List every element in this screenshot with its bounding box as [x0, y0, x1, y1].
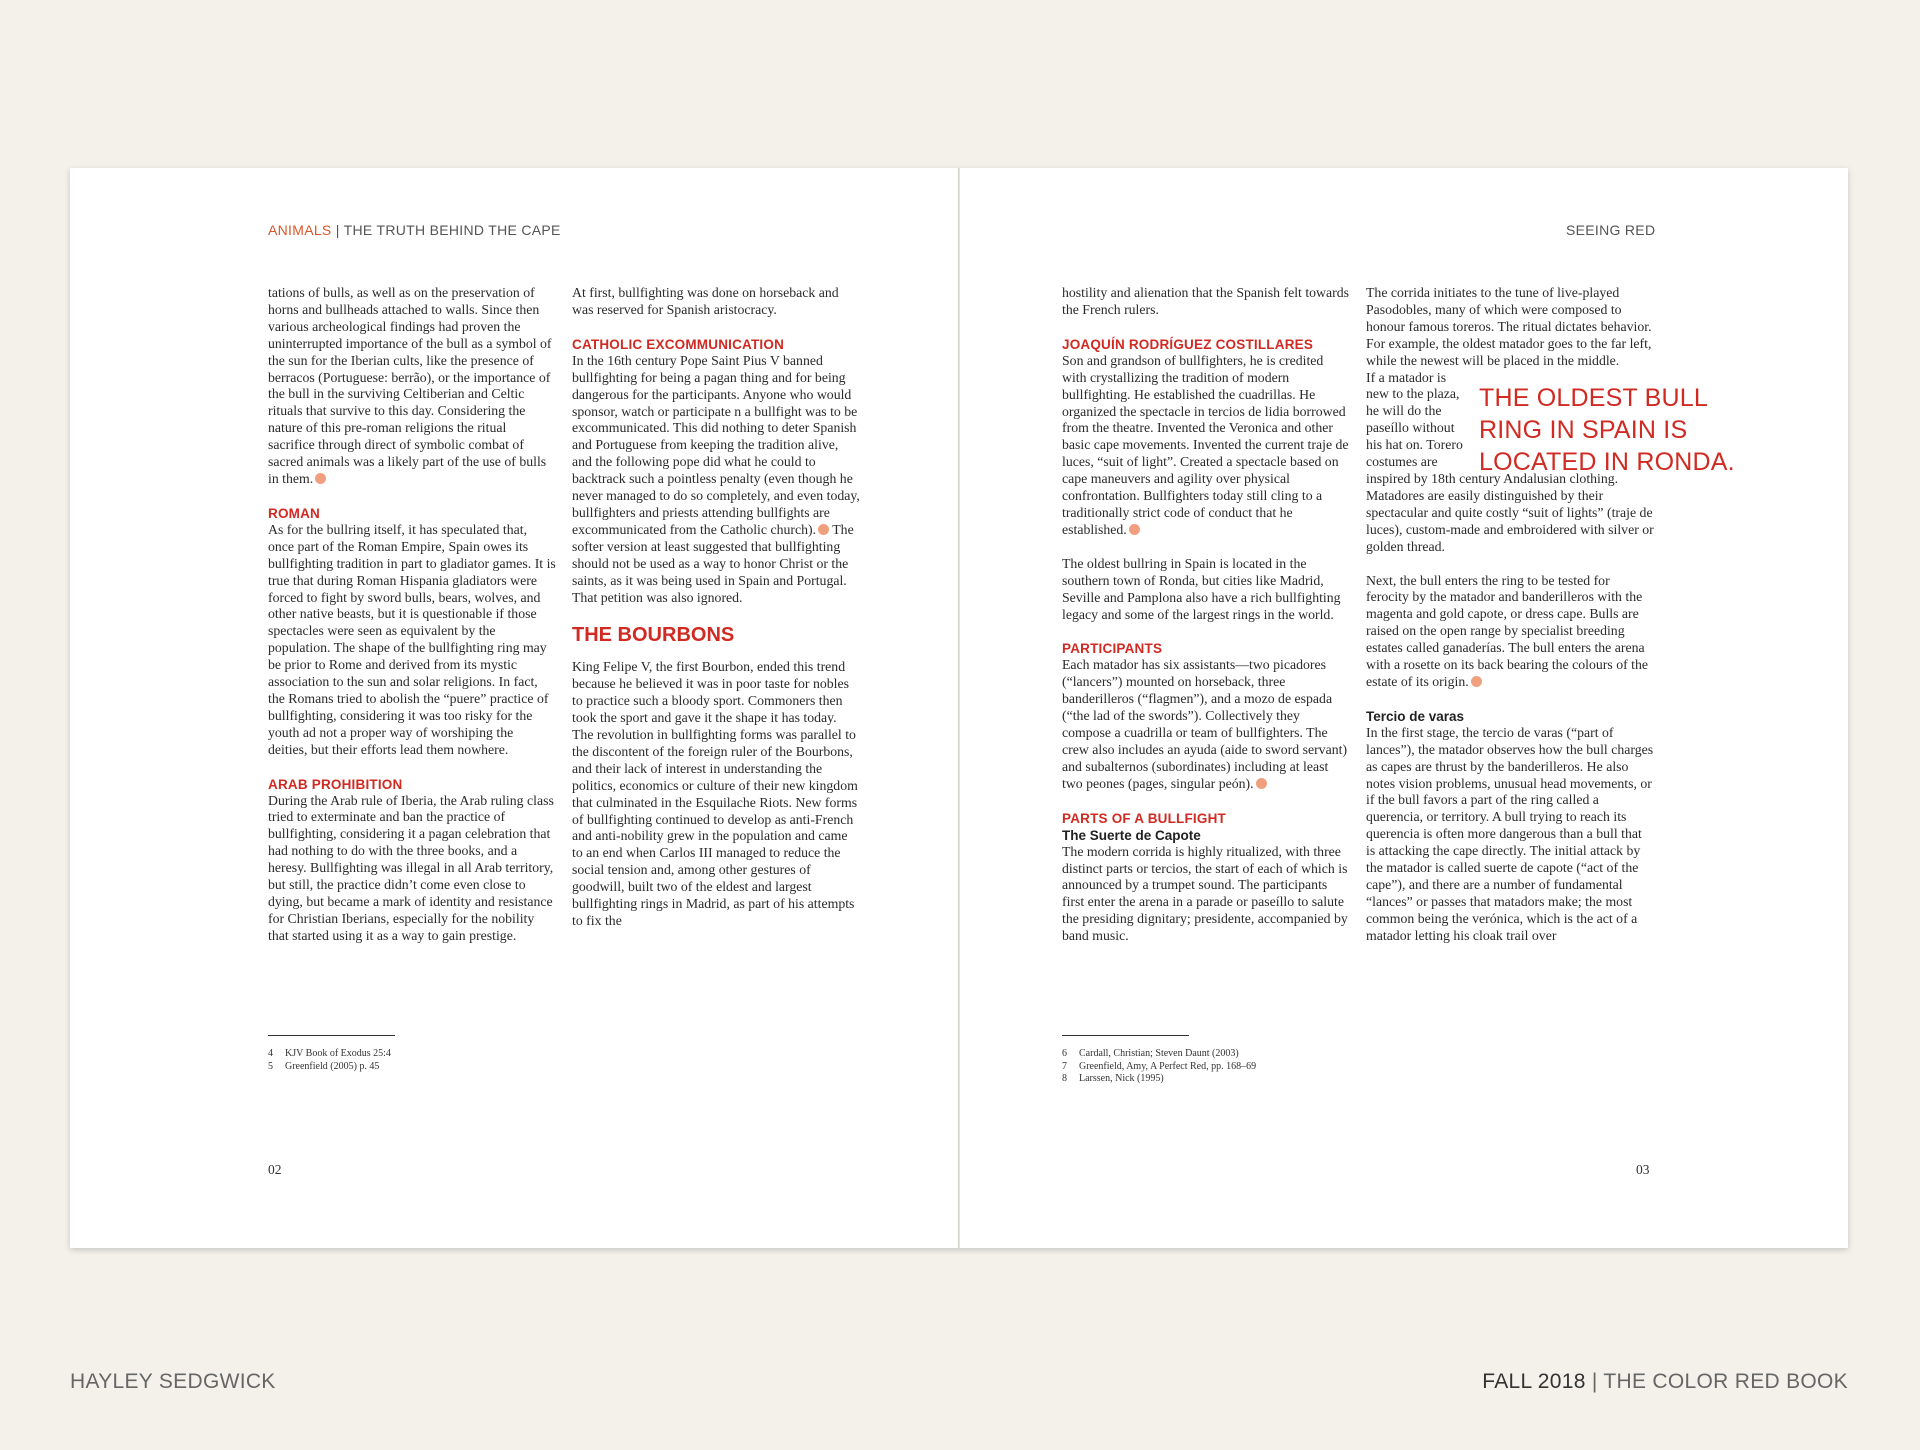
- running-head-title: THE TRUTH BEHIND THE CAPE: [343, 222, 561, 238]
- paragraph: [1366, 573, 1654, 691]
- left-column-1: [268, 285, 556, 962]
- paragraph-text: In the 16th century Pope Saint Pius V banned bullfighting for being a pagan thing and for being dangerous for the participants. Anyone who would sponsor, watch or participate n a bullfight was to be excommunicated. This did nothing to deter Spanish and Portuguese from keeping the tradition alive, and the following pope did what he could to backtrack such a pointless penalty (even though he never managed to do so completely, and even today, bullfighters and priests attending bullfights are excommunicated from the Catholic church).: [572, 352, 860, 537]
- project-credit: [1482, 1370, 1848, 1394]
- subheading-tercio-de-varas: Tercio de varas: [1366, 708, 1465, 724]
- right-footnotes: [1062, 1048, 1256, 1086]
- project-separator: |: [1585, 1370, 1604, 1393]
- running-head-section: ANIMALS: [268, 222, 332, 238]
- paragraph-text: The softer version at least suggested that bullfighting should not be used as a way to honor Christ or the saints, as it was being used in Spain and Portugal. That petition was also ignored.: [572, 521, 854, 605]
- footnote-ref-dot: [1129, 524, 1140, 535]
- running-head-separator: |: [331, 222, 344, 238]
- section-heading-roman: ROMAN: [268, 505, 320, 521]
- paragraph: The modern corrida is highly ritualized, with three distinct parts or tercios, the start of each of which is announced by a trumpet sound. The participants first enter the arena in a parade or paseíllo to salute the presiding dignitary; presidente, accompanied by band music.: [1062, 843, 1348, 944]
- paragraph-text: Son and grandson of bullfighters, he is credited with crystallizing the tradition of modern bullfighting. He established the cuadrillas. He organized the spectacle in tercios de lidia borrowed from the theatre. Invented the Veronica and other basic cape movements. Invented the current traje de luces, “suit of light”. Created a spectacle based on cape maneuvers and agility over physical confrontation. Bullfighters today still cling to a traditionally strict code of conduct that he established.: [1062, 352, 1349, 537]
- paragraph-text: Next, the bull enters the ring to be tested for ferocity by the matador and banderilleros with the magenta and gold capote, or dress cape. Bulls are raised on the open range by specialist breeding estates called ganaderías. The bull enters the arena with a rosette on its back bearing the colours of the estate of its origin.: [1366, 572, 1648, 689]
- paragraph: [1062, 353, 1350, 539]
- paragraph: inspired by 18th century Andalusian clothing. Matadores are easily distinguished by their spectacular and quite costly “suit of lights” (traje de luces), custom-made and embroidered with silver or golden thread.: [1366, 470, 1654, 554]
- page-number-left: 02: [268, 1162, 282, 1177]
- footnote-item: 7 Greenfield, Amy, A Perfect Red, pp. 168–69: [1062, 1060, 1257, 1072]
- paragraph-text: tations of bulls, as well as on the preservation of horns and bullheads attached to walls. Since then various archeological findings had proven the uninterrupted importance of the bull as a symbol of the sun for the Iberian cults, like the presence of berracos (Portuguese: berrão), or the importance of the bull in the surviving Celtiberian and Celtic rituals that survive to this day. Considering the nature of this pre-roman religions the ritual sacrifice through direct of symbolic combat of sacred animals was a likely part of the use of bulls in them.: [268, 285, 552, 486]
- paragraph: [1062, 657, 1350, 792]
- paragraph: The oldest bullring in Spain is located in the southern town of Ronda, but cities like Madrid, Seville and Pamplona also have a rich bullfighting legacy and some of the largest rings in the world.: [1062, 555, 1341, 622]
- paragraph: The corrida initiates to the tune of live-played Pasodobles, many of which were composed to honour famous toreros. The ritual dictates behavior. For example, the oldest matador goes to the far left, while the newest will be placed in the middle.: [1366, 285, 1652, 368]
- paragraph: [268, 285, 556, 488]
- book-gutter: [958, 168, 960, 1248]
- page-number-right: 03: [1636, 1162, 1650, 1177]
- right-column-1: [1062, 285, 1350, 962]
- right-running-head: SEEING RED: [1566, 222, 1656, 238]
- section-heading-parts-of-a-bullfight: PARTS OF A BULLFIGHT: [1062, 810, 1226, 826]
- paragraph: At first, bullfighting was done on horseback and was reserved for Spanish aristocracy.: [572, 285, 839, 317]
- pull-quote: THE OLDEST BULL RING IN SPAIN IS LOCATED IN RONDA.: [1479, 384, 1735, 476]
- section-heading-catholic-excommunication: CATHOLIC EXCOMMUNICATION: [572, 336, 785, 352]
- section-heading-the-bourbons: THE BOURBONS: [572, 624, 735, 647]
- footnote-item: 8 Larssen, Nick (1995): [1062, 1073, 1164, 1084]
- author-credit: HAYLEY SEDGWICK: [70, 1370, 276, 1393]
- project-title: THE COLOR RED BOOK: [1603, 1370, 1848, 1393]
- footnote-ref-dot: [1256, 778, 1267, 789]
- project-term: FALL 2018: [1482, 1370, 1586, 1393]
- left-footnotes: [268, 1048, 391, 1073]
- paragraph-text: Each matador has six assistants—two picadores (“lancers”) mounted on horseback, three banderilleros (“flagmen”), and a mozo de espada (“the lad of the swords”). Collectively they compose a cuadrilla or team of bullfighters. The crew also includes an ayuda (aide to sword servant) and subalternos (subordinates) including at least two peones (pages, singular peón).: [1062, 657, 1348, 791]
- subheading-suerte-de-capote: The Suerte de Capote: [1062, 827, 1201, 843]
- footnote-item: 4 KJV Book of Exodus 25:4: [268, 1048, 391, 1059]
- paragraph: [572, 353, 860, 607]
- footnote-ref-dot: [818, 524, 829, 535]
- paragraph: During the Arab rule of Iberia, the Arab ruling class tried to exterminate and ban the practice of bullfighting, considering it a pagan celebration that had nothing to do with the three books, and a heresy. Bullfighting was illegal in all Arab territory, but still, the practice didn’t come even close to dying, but became a mark of identity and resistance for Christian Iberians, especially for the nobility that started using it as a way to gain prestige.: [268, 792, 554, 943]
- footnote-rule: [268, 1035, 395, 1036]
- paragraph-wrapped-text: If a matador is new to the plaza, he will do the paseíllo without his hat on. Torero costumes are: [1366, 369, 1463, 470]
- footnote-ref-dot: [315, 473, 326, 484]
- paragraph: King Felipe V, the first Bourbon, ended this trend because he believed it was in poor taste for nobles to practice such a bloody sport. Commoners then took the sport and gave it the shape it has today. The revolution in bullfighting forms was parallel to the discontent of the foreign ruler of the Bourbons, and their lack of interest in understanding the politics, economics or culture of their new kingdom that culminated in the Esquilache Riots. New forms of bullfighting continued to develop as anti-French and anti-nobility grew in the population and came to an end when Carlos III managed to reduce the social tension and, among other gestures of goodwill, built two of the eldest and largest bullfighting rings in Madrid, as part of his attempts to fix the: [572, 659, 858, 928]
- paragraph: hostility and alienation that the Spanish felt towards the French rulers.: [1062, 285, 1349, 317]
- paragraph: As for the bullring itself, it has speculated that, once part of the Roman Empire, Spain owes its bullfighting tradition in part to gladiator games. It is true that during Roman Hispania gladiators were forced to fight by sword bulls, bears, wolves, and other native beasts, but it is questionable if those spectacles were seen as equivalent by the population. The shape of the bullfighting ring may be prior to Rome and derived from its mystic association to the sun and solar religions. In fact, the Romans tried to abolish the “puere” practice of bullfighting, considering it was too risky for the youth ad not a proper way of worshiping the deities, but their efforts lead them nowhere.: [268, 521, 556, 757]
- footnote-rule: [1062, 1035, 1189, 1036]
- section-heading-arab-prohibition: ARAB PROHIBITION: [268, 776, 403, 792]
- footnote-ref-dot: [1471, 676, 1482, 687]
- section-heading-costillares: JOAQUÍN RODRÍGUEZ COSTILLARES: [1062, 336, 1314, 352]
- section-heading-participants: PARTICIPANTS: [1062, 641, 1163, 657]
- paragraph: In the first stage, the tercio de varas (“part of lances”), the matador observes how the bull charges as capes are thrust by the banderilleros. He also notes vision problems, unusual head movements, or if the bull favors a part of the ring called a querencia, or territory. A bull trying to reach its querencia is often more dangerous than a bull that is attacking the cape directly. The initial attack by the matador is called suerte de capote (“act of the cape”), and there are a number of fundamental “lances” or passes that matadors make; the most common being the verónica, which is the act of a matador letting his cloak trail over: [1366, 724, 1654, 943]
- footnote-item: 6 Cardall, Christian; Steven Daunt (2003): [1062, 1048, 1239, 1059]
- footnote-item: 5 Greenfield (2005) p. 45: [268, 1060, 380, 1072]
- left-running-head: [268, 222, 561, 238]
- left-column-2: [572, 285, 860, 947]
